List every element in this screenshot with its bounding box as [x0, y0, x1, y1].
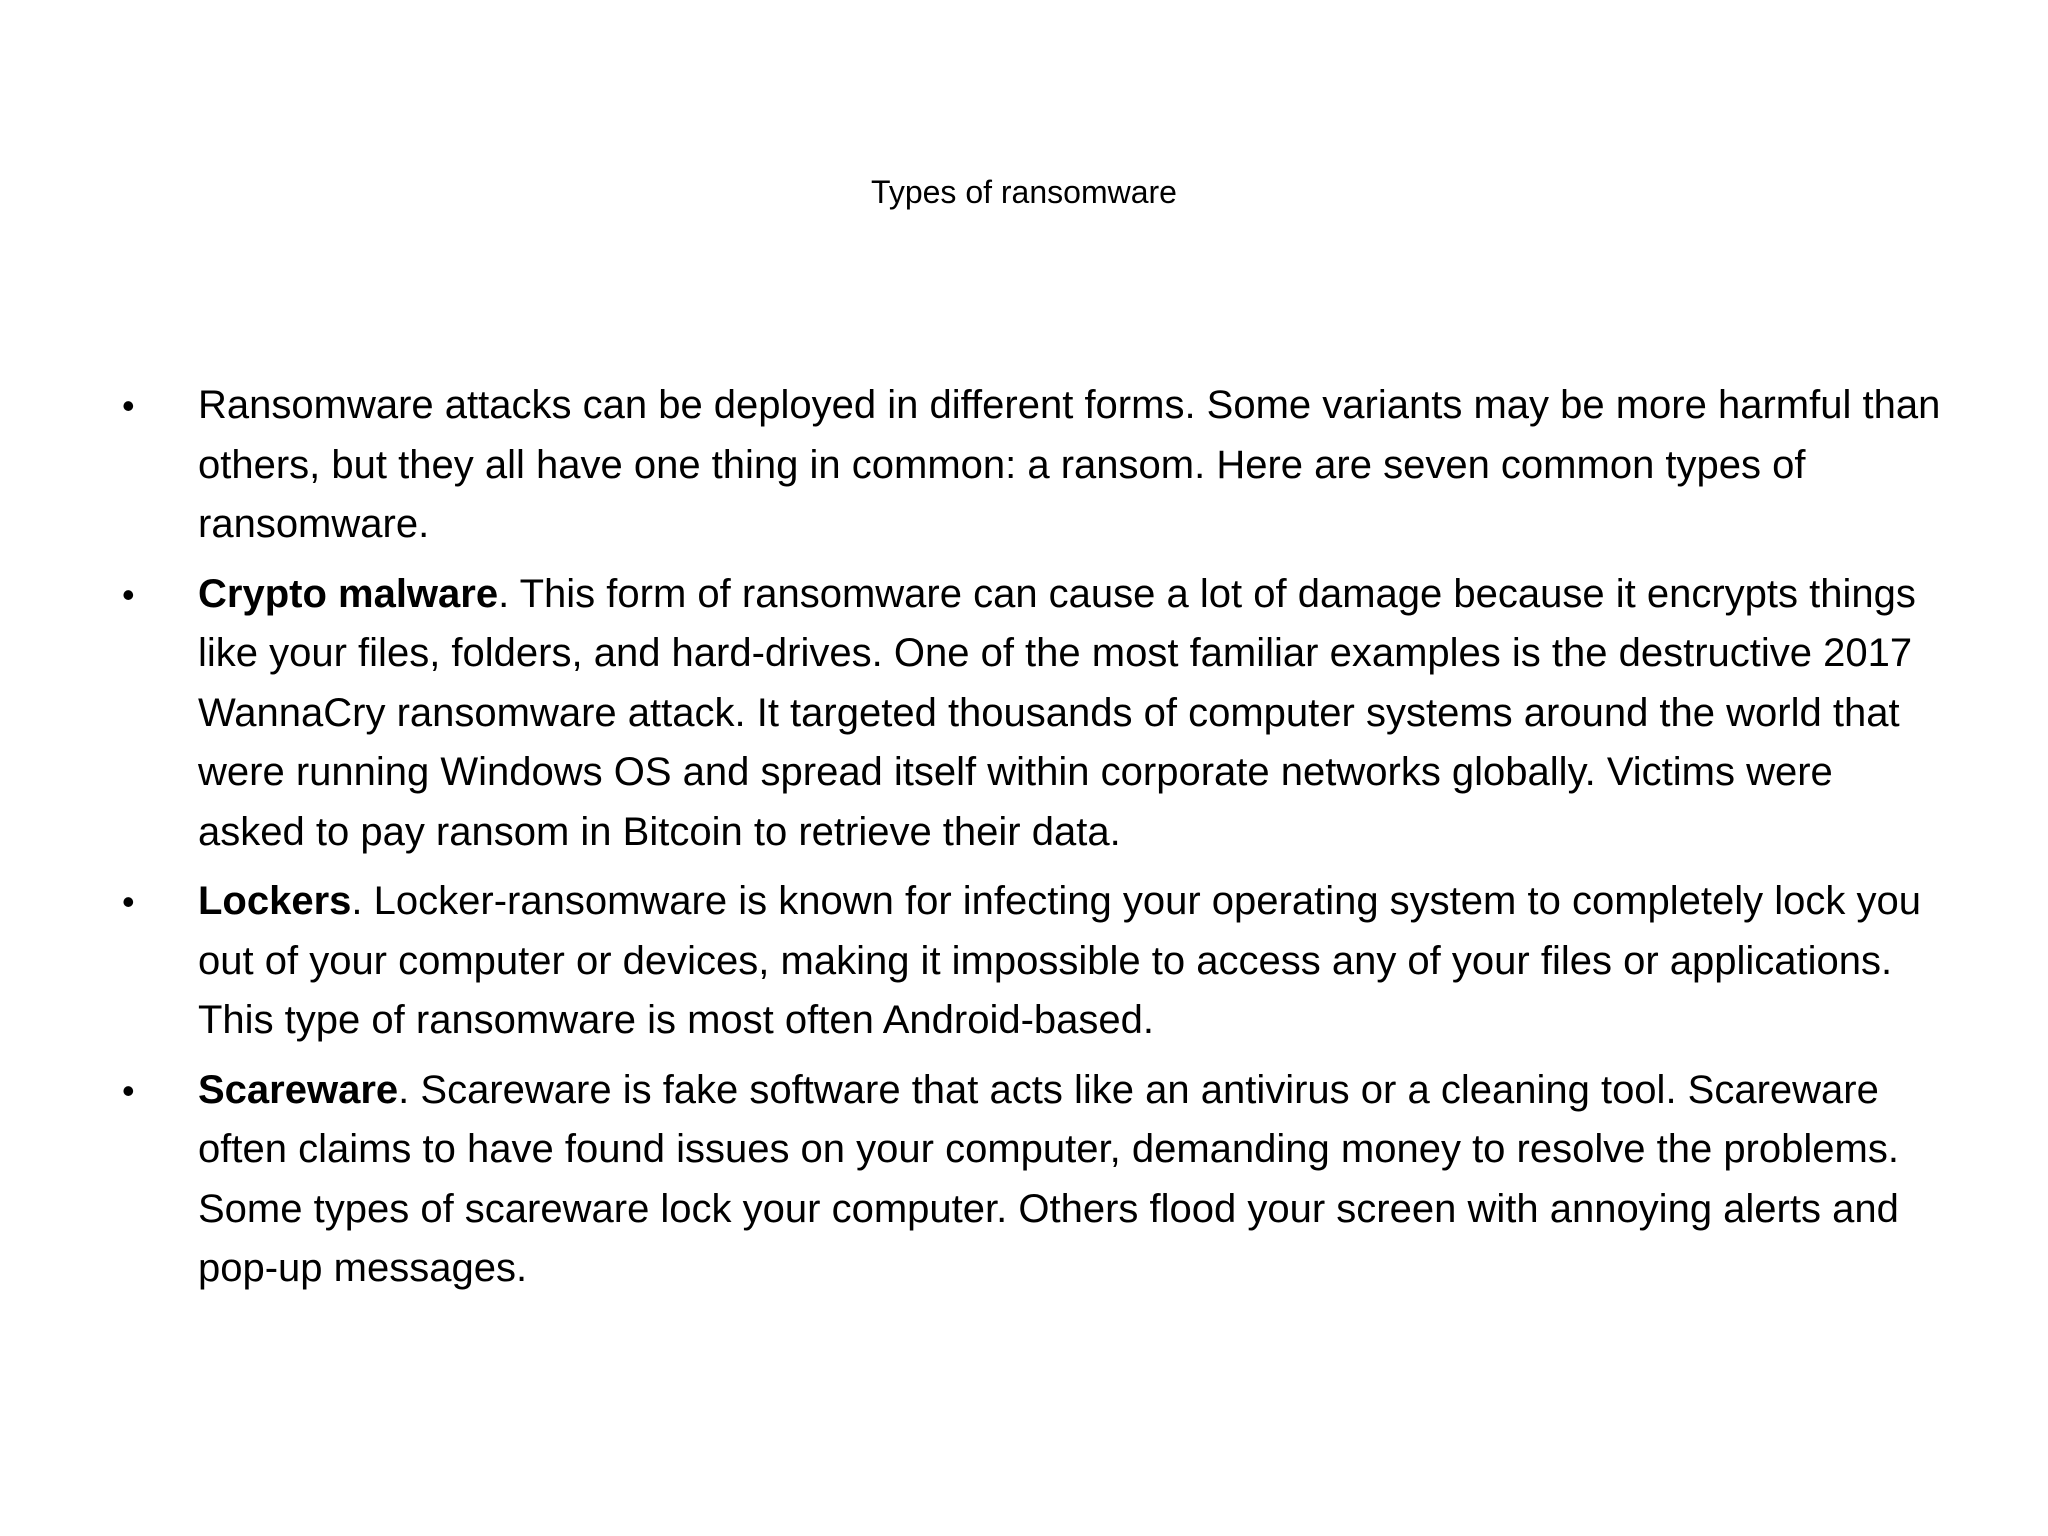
bullet-term: Lockers: [198, 879, 352, 923]
bullet-icon: •: [122, 1069, 135, 1111]
bullet-icon: •: [122, 881, 135, 922]
bullet-icon: •: [122, 573, 135, 615]
slide-title: Types of ransomware: [871, 174, 1177, 210]
bullet-term: Crypto malware: [198, 571, 499, 616]
bullet-text: . Scareware is fake software that acts like an antivirus or a cleaning tool. Scareware often claims to have found issues on your computer, demanding money to resolve the problems. Some types of scareware lock your computer. Others flood your screen with annoying alerts and pop-up messages.: [198, 1067, 1899, 1290]
bullet-item-crypto-malware: [120, 565, 1950, 863]
bullet-icon: •: [122, 385, 135, 426]
bullet-text: . This form of ransomware can cause a lot of damage because it encrypts things like your files, folders, and hard-drives. One of the most familiar examples is the destructive 2017 WannaCry ransomware attack. It targeted thousands of computer systems around the world that were running Windows OS and spread itself within corporate networks globally. Victims were asked to pay ransom in Bitcoin to retrieve their data.: [198, 571, 1916, 854]
bullet-item-intro: [120, 376, 1950, 555]
bullet-list: [120, 376, 1950, 1309]
bullet-term: Scareware: [198, 1067, 399, 1112]
bullet-text: . Locker-ransomware is known for infecting your operating system to completely lock you out of your computer or devices, making it impossible to access any of your files or applications. This type of ransomware is most often Android-based.: [198, 879, 1921, 1042]
bullet-item-scareware: [120, 1061, 1950, 1299]
bullet-text: Ransomware attacks can be deployed in different forms. Some variants may be more harmful than others, but they all have one thing in common: a ransom. Here are seven common types of ransomware.: [198, 383, 1941, 546]
bullet-item-lockers: [120, 872, 1950, 1051]
